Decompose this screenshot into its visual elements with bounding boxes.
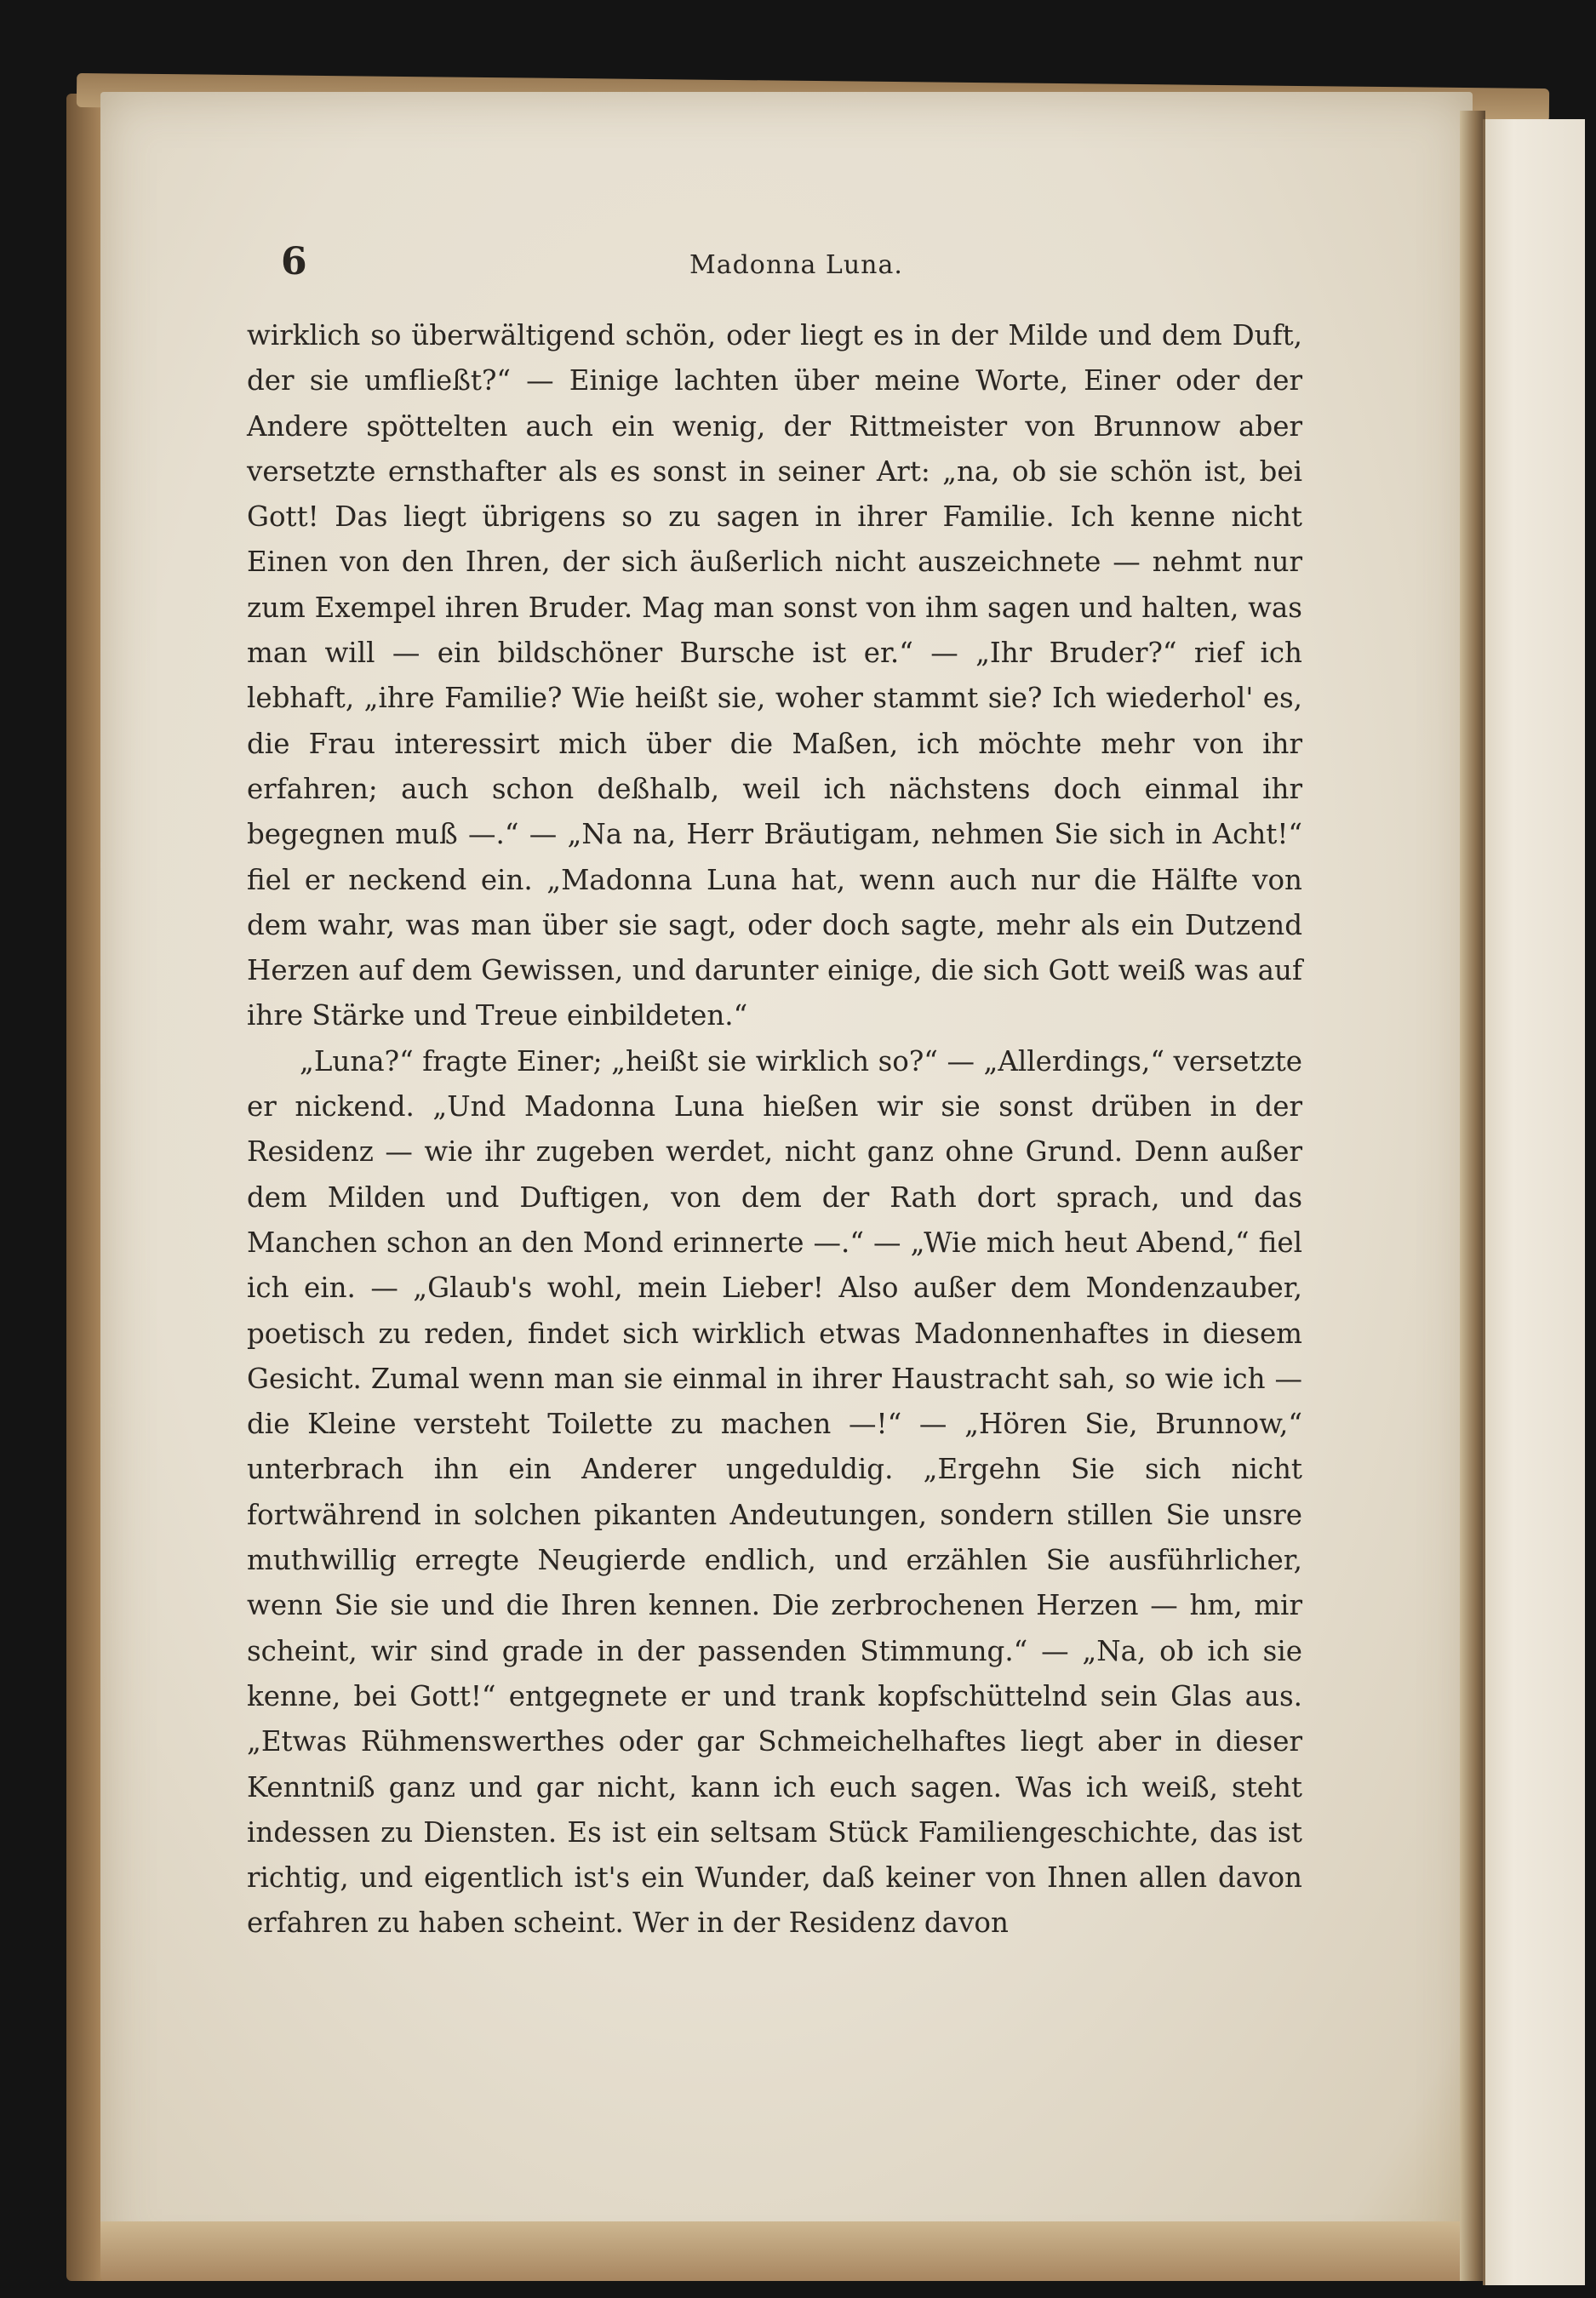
page-number: 6 bbox=[281, 240, 307, 283]
book-bottom-edge bbox=[100, 2221, 1473, 2281]
book-gutter bbox=[1460, 111, 1485, 2281]
paragraph: „Luna?“ fragte Einer; „heißt sie wirklich so?“ — „Allerdings,“ versetzte er nickend. „Und Madonna Luna hießen wir sie sonst drüben in der Residenz — wie ihr zugeben werdet, nicht ganz ohne Grund. Denn außer dem Milden und Duftigen, von dem der Rath dort sprach, und das Manchen schon an den Mond erinnerte —.“ — „Wie mich heut Abend,“ fiel ich ein. — „Glaub's wohl, mein Lieber! Also außer dem Mondenzauber, poetisch zu reden, findet sich wirklich etwas Madonnenhaftes in diesem Gesicht. Zumal wenn man sie einmal in ihrer Haustracht sah, so wie ich — die Kleine versteht Toilette zu machen —!“ — „Hören Sie, Brunnow,“ unterbrach ihn ein Anderer ungeduldig. „Ergehn Sie sich nicht fortwährend in solchen pikanten Andeutungen, sondern stillen Sie unsre muthwillig erregte Neugierde endlich, und erzählen Sie ausführlicher, wenn Sie sie und die Ihren kennen. Die zerbrochenen Herzen — hm, mir scheint, wir sind grade in der passenden Stimmung.“ — „Na, ob ich sie kenne, bei Gott!“ entgegnete er und trank kopfschüttelnd sein Glas aus. „Etwas Rühmenswerthes oder gar Schmeichelhaftes liegt aber in dieser Kenntniß ganz und gar nicht, kann ich euch sagen. Was ich weiß, steht indessen zu Diensten. Es ist ein seltsam Stück Familiengeschichte, das ist richtig, und eigentlich ist's ein Wunder, daß keiner von Ihnen allen davon erfahren zu haben scheint. Wer in der Residenz davon bbox=[247, 1044, 1302, 1940]
running-head bbox=[247, 230, 1302, 298]
body-text bbox=[247, 313, 1302, 1946]
facing-page bbox=[1483, 119, 1585, 2285]
running-title: Madonna Luna. bbox=[689, 250, 903, 280]
page-content bbox=[247, 230, 1302, 1946]
paragraph: wirklich so überwältigend schön, oder liegt es in der Milde und dem Duft, der sie umfließt?“ — Einige lachten über meine Worte, Einer oder der Andere spöttelten auch ein wenig, der Rittmeister von Brunnow aber versetzte ernsthafter als es sonst in seiner Art: „na, ob sie schön ist, bei Gott! Das liegt übrigens so zu sagen in ihrer Familie. Ich kenne nicht Einen von den Ihren, der sich äußerlich nicht auszeichnete — nehmt nur zum Exempel ihren Bruder. Mag man sonst von ihm sagen und halten, was man will — ein bildschöner Bursche ist er.“ — „Ihr Bruder?“ rief ich lebhaft, „ihre Familie? Wie heißt sie, woher stammt sie? Ich wiederhol' es, die Frau interessirt mich über die Maßen, ich möchte mehr von ihr erfahren; auch schon deßhalb, weil ich nächstens doch einmal ihr begegnen muß —.“ — „Na na, Herr Bräutigam, nehmen Sie sich in Acht!“ fiel er neckend ein. „Madonna Luna hat, wenn auch nur die Hälfte von dem wahr, was man über sie sagt, oder doch sagte, mehr als ein Dutzend Herzen auf dem Gewissen, und darunter einige, die sich Gott weiß was auf ihre Stärke und Treue einbildeten.“ bbox=[247, 319, 1302, 1032]
facing-page-edge bbox=[1483, 119, 1485, 2285]
